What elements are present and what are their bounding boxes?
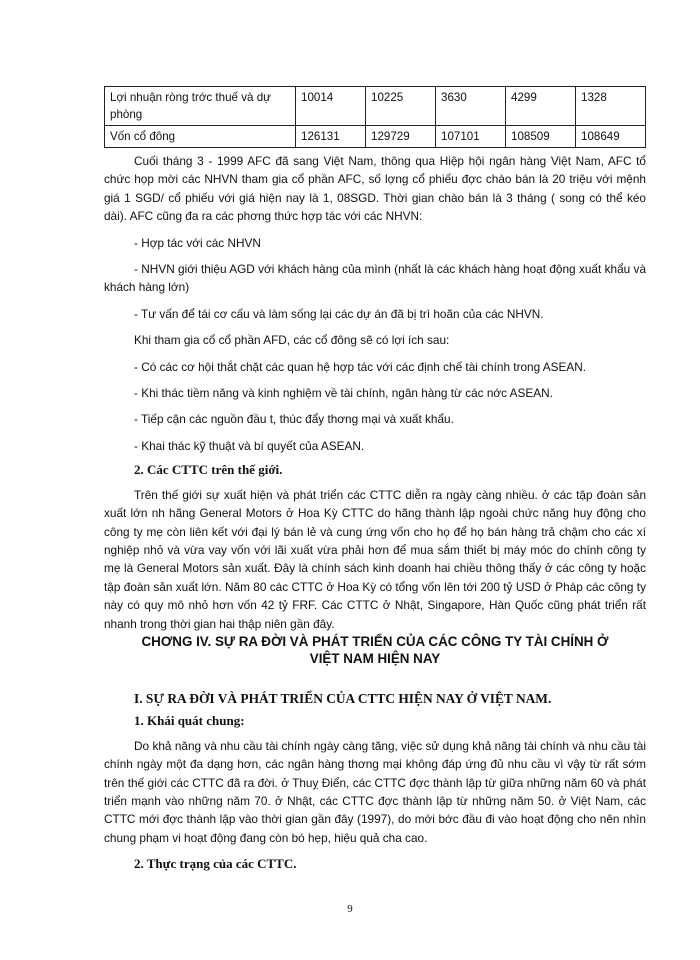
table-cell: 108509 (506, 126, 576, 148)
bullet-item: - Khai thác kỹ thuật và bí quyết của ASEAN. (134, 438, 365, 453)
table-cell: 108649 (576, 126, 646, 148)
page-number: 9 (347, 903, 353, 915)
afc-section (104, 152, 646, 633)
table-cell: 126131 (296, 126, 366, 148)
bullet-item: - Hợp tác với các NHVN (134, 235, 261, 250)
section-heading: I. SỰ RA ĐỜI VÀ PHÁT TRIỂN CỦA CTTC HIỆN NAY Ở VIỆT NAM. (134, 691, 552, 706)
table-cell: 10225 (366, 87, 436, 126)
table-cell: 10014 (296, 87, 366, 126)
chapter-heading (104, 633, 646, 667)
table-cell: 1328 (576, 87, 646, 126)
bullet-item: - Khi thác tiềm năng và kinh nghiệm về tài chính, ngân hàng từ các nớc ASEAN. (134, 386, 553, 401)
table-cell: 3630 (436, 87, 506, 126)
chapter-title-line: CHƠNG IV. SỰ RA ĐỜI VÀ PHÁT TRIỂN CỦA CÁC CÔNG TY TÀI CHÍNH Ở (141, 634, 609, 649)
subsection-heading: 2. Thực trạng của các CTTC. (134, 856, 297, 872)
paragraph-world: Trên thế giới sự xuất hiện và phát triển các CTTC diễn ra ngày càng nhiều. ở các tập đoàn sản xuất lớn nh hãng General Motors ở Hoa Kỳ CTTC do hãng thành lập ngoài chức năng huy động cho công ty mẹ còn liên kết với đại lý bán lẻ và cung ứng vốn cho họ để họ bán hàng trả chậm cho các xí nghiệp nhỏ và vừa vay vốn với lãi xuất vừa phải hơn để mua sắm thiết bị máy móc do chính công ty mẹ là General Motors sản xuất. Đây là chính sách kinh doanh hai chiều thông thấy ở các công ty hoặc tập đoàn sản xuất lớn. Năm 80 các CTTC ở Hoa Kỳ có tổng vốn lên tới 200 tỷ USD ở Pháp các công ty này có quy mô nhỏ hơn vốn 42 tỷ FRF. Các CTTC ở Nhật, Singapore, Hàn Quốc cũng phát triển rất nhanh trong thời gian hai thập niên gần đây. (104, 487, 646, 631)
section-heading: 2. Các CTTC trên thế giới. (134, 462, 283, 478)
row-label: Vốn cổ đông (105, 126, 296, 148)
bullet-item: - Có các cơ hội thắt chặt các quan hệ hợp tác với các định chế tài chính trong ASEAN. (134, 359, 587, 374)
table-cell: 4299 (506, 87, 576, 126)
paragraph-benefits: Khi tham gia cổ cổ phần AFD, các cổ đông sẽ có lợi ích sau: (134, 333, 450, 348)
chapter-title-line: VIỆT NAM HIỆN NAY (309, 651, 441, 666)
table-cell: 107101 (436, 126, 506, 148)
table-row (105, 126, 646, 148)
paragraph-afc: Cuối tháng 3 - 1999 AFC đã sang Việt Nam, thông qua Hiệp hội ngân hàng Việt Nam, AFC tổ chức họp mời các NHVN tham gia cổ phần AFC, số lợng cổ phiếu đợc chào bán là 20 triệu với mệnh giá 1 SGD/ cổ phiếu với giá hiện nay là 1, 08SGD. Thời gian chào bán là 3 tháng ( song có thể kéo dài). AFC cũng đa ra các phơng thức hợp tác với các NHVN: (104, 154, 646, 224)
subsection-heading: 1. Khái quát chung: (134, 713, 245, 729)
table-row (105, 87, 646, 126)
bullet-item: - Tư vấn để tái cơ cấu và làm sống lại các dự án đã bị trì hoãn của các NHVN. (134, 306, 544, 321)
table-cell: 129729 (366, 126, 436, 148)
paragraph-overview: Do khả năng và nhu cầu tài chính ngày càng tăng, việc sử dụng khả năng tài chính và nhu cầu tài chính ngày một đa dạng hơn, các ngân hàng thơng mại không đáp ứng đủ nhu cầu vì vậy từ rất sớm trên thế giới các CTTC đã ra đời. ở Thuỵ Điển, các CTTC đợc thành lập từ giữa những năm 60 và phát triển mạnh vào những năm 70. ở Nhật, các CTTC đợc thành lập từ những năm 50. ở Việt Nam, các CTTC mới đợc thành lập vào thời gian gần đây (1997), do mới bớc đầu đi vào hoạt động cho nên nhìn chung phạm vi hoạt động đang còn bó hẹp, hiệu quả cha cao. (104, 738, 646, 845)
financial-table (104, 86, 646, 148)
vietnam-section (104, 690, 646, 874)
bullet-item: - NHVN giới thiệu AGD với khách hàng của mình (nhất là các khách hàng hoạt động xuất khẩu và khách hàng lớn) (104, 262, 646, 295)
bullet-item: - Tiếp cận các nguồn đầu t, thúc đẩy thơng mại và xuất khẩu. (134, 412, 454, 427)
row-label: Lợi nhuận ròng trớc thuế và dự phòng (105, 87, 296, 126)
